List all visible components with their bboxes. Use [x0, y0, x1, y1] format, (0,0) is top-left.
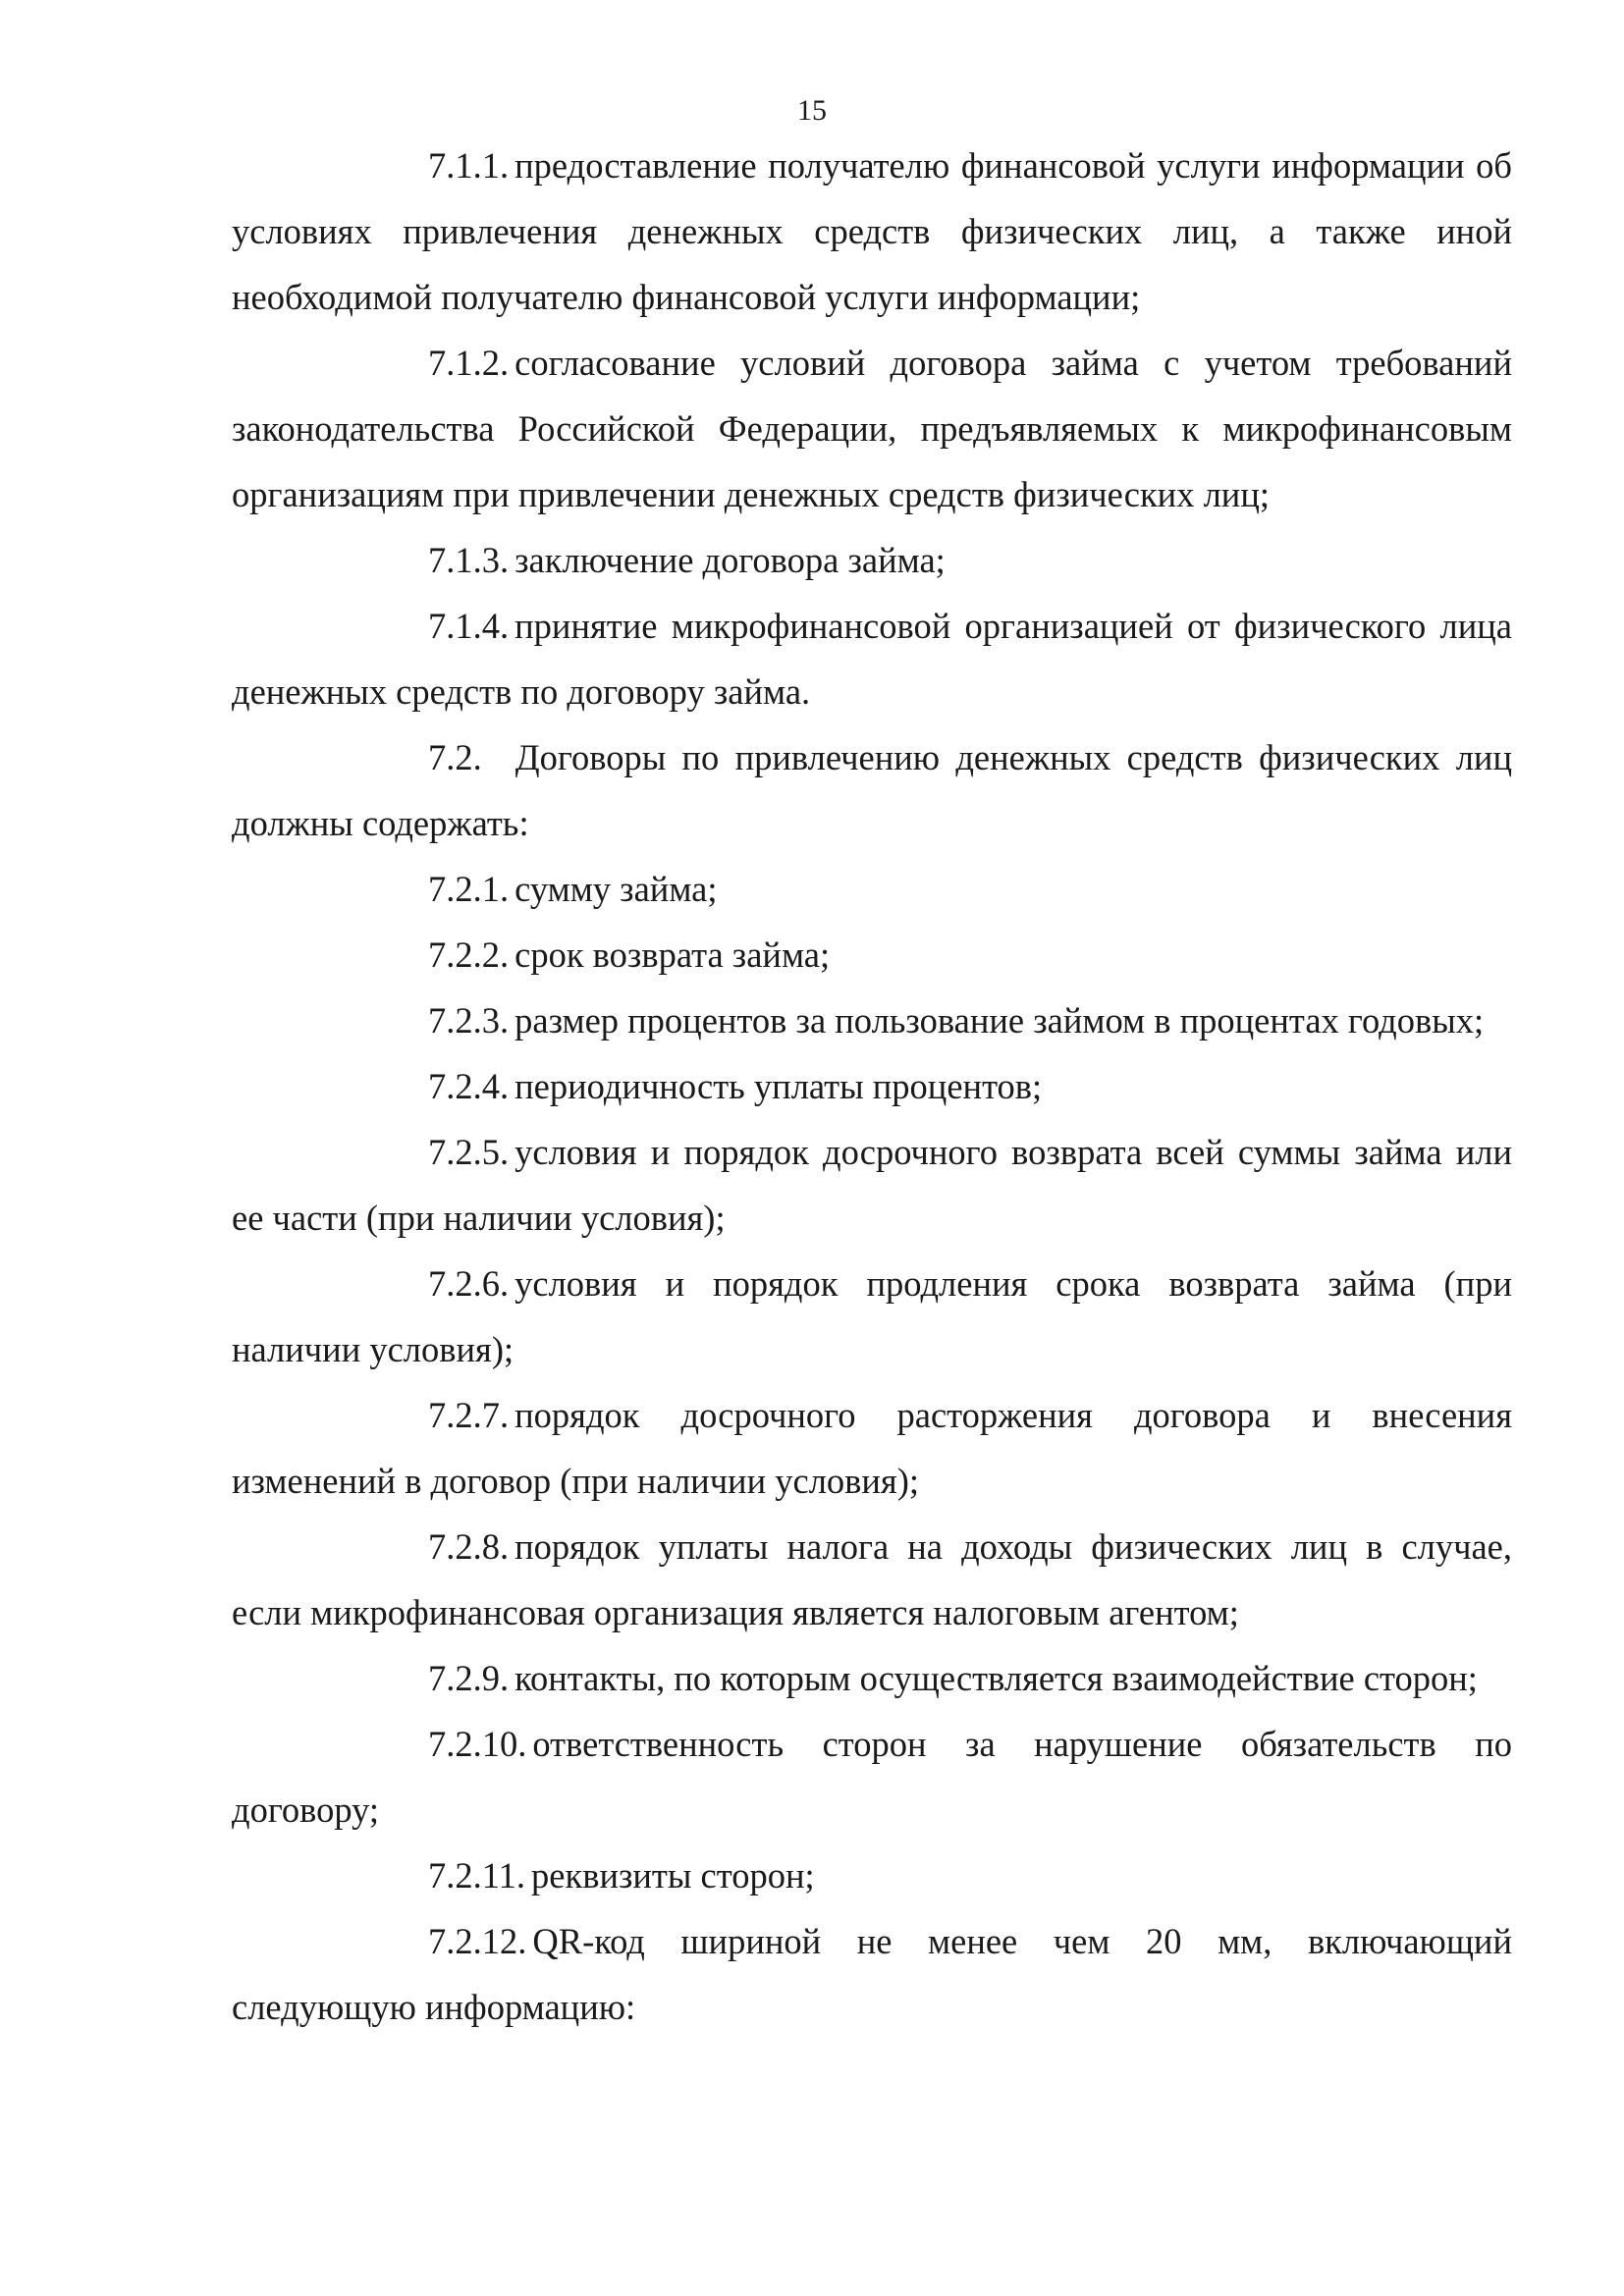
clause-7-2-1 [232, 856, 1512, 922]
clause-7-2 [232, 724, 1512, 856]
clause-7-1-4 [232, 593, 1512, 724]
clause-text: условия и порядок продления срока возврата займа (при наличии условия); [232, 1263, 1512, 1369]
clause-number: 7.2.4. [428, 1066, 510, 1106]
clause-text: размер процентов за пользование займом в процентах годовых; [514, 1000, 1485, 1041]
clause-text: контакты, по которым осуществляется взаимодействие сторон; [514, 1658, 1478, 1698]
clause-7-2-8 [232, 1514, 1512, 1645]
clause-7-1-3 [232, 527, 1512, 593]
document-body [232, 133, 1512, 2040]
clause-text: QR-код шириной не менее чем 20 мм, включающий следующую информацию: [232, 1921, 1512, 2027]
clause-number: 7.2. [428, 737, 482, 777]
clause-number: 7.2.11. [428, 1855, 526, 1896]
clause-number: 7.2.2. [428, 934, 510, 975]
clause-text: согласование условий договора займа с учетом требований законодательства Российской Федерации, предъявляемых к микрофинансовым организациям при привлечении денежных средств физических лиц; [232, 343, 1512, 514]
clause-number: 7.2.7. [428, 1395, 510, 1435]
clause-7-2-9 [232, 1645, 1512, 1711]
clause-number: 7.2.12. [428, 1921, 527, 1961]
clause-number: 7.2.10. [428, 1724, 527, 1764]
clause-text: заключение договора займа; [514, 540, 946, 580]
clause-7-1-1 [232, 133, 1512, 330]
clause-text: ответственность сторон за нарушение обязательств по договору; [232, 1724, 1512, 1830]
clause-text: Договоры по привлечению денежных средств физических лиц должны содержать: [232, 737, 1512, 843]
clause-text: порядок досрочного расторжения договора и внесения изменений в договор (при наличии условия); [232, 1395, 1512, 1501]
clause-text: срок возврата займа; [514, 934, 831, 975]
clause-7-2-7 [232, 1382, 1512, 1514]
page-number: 15 [797, 94, 827, 127]
clause-number: 7.2.5. [428, 1132, 510, 1172]
clause-7-2-3 [232, 988, 1512, 1053]
clause-number: 7.2.1. [428, 869, 510, 909]
clause-7-2-6 [232, 1251, 1512, 1382]
clause-number: 7.1.2. [428, 343, 510, 383]
clause-7-2-5 [232, 1119, 1512, 1251]
clause-text: условия и порядок досрочного возврата всей суммы займа или ее части (при наличии условия); [232, 1132, 1512, 1238]
clause-number: 7.2.6. [428, 1263, 510, 1304]
clause-text: сумму займа; [514, 869, 718, 909]
clause-text: принятие микрофинансовой организацией от физического лица денежных средств по договору займа. [232, 606, 1512, 712]
clause-text: периодичность уплаты процентов; [514, 1066, 1043, 1106]
clause-number: 7.2.3. [428, 1000, 510, 1041]
clause-7-2-10 [232, 1711, 1512, 1842]
clause-text: предоставление получателю финансовой услуги информации об условиях привлечения денежных средств физических лиц, а также иной необходимой получателю финансовой услуги информации; [232, 145, 1512, 317]
clause-7-2-11 [232, 1842, 1512, 1908]
clause-text: реквизиты сторон; [531, 1855, 815, 1896]
clause-number: 7.2.8. [428, 1526, 510, 1567]
clause-7-2-2 [232, 922, 1512, 988]
clause-text: порядок уплаты налога на доходы физических лиц в случае, если микрофинансовая организация является налоговым агентом; [232, 1526, 1512, 1632]
clause-number: 7.1.4. [428, 606, 510, 646]
clause-7-2-12 [232, 1908, 1512, 2040]
clause-7-2-4 [232, 1053, 1512, 1119]
clause-number: 7.2.9. [428, 1658, 510, 1698]
clause-number: 7.1.1. [428, 145, 510, 186]
clause-7-1-2 [232, 330, 1512, 527]
clause-number: 7.1.3. [428, 540, 510, 580]
